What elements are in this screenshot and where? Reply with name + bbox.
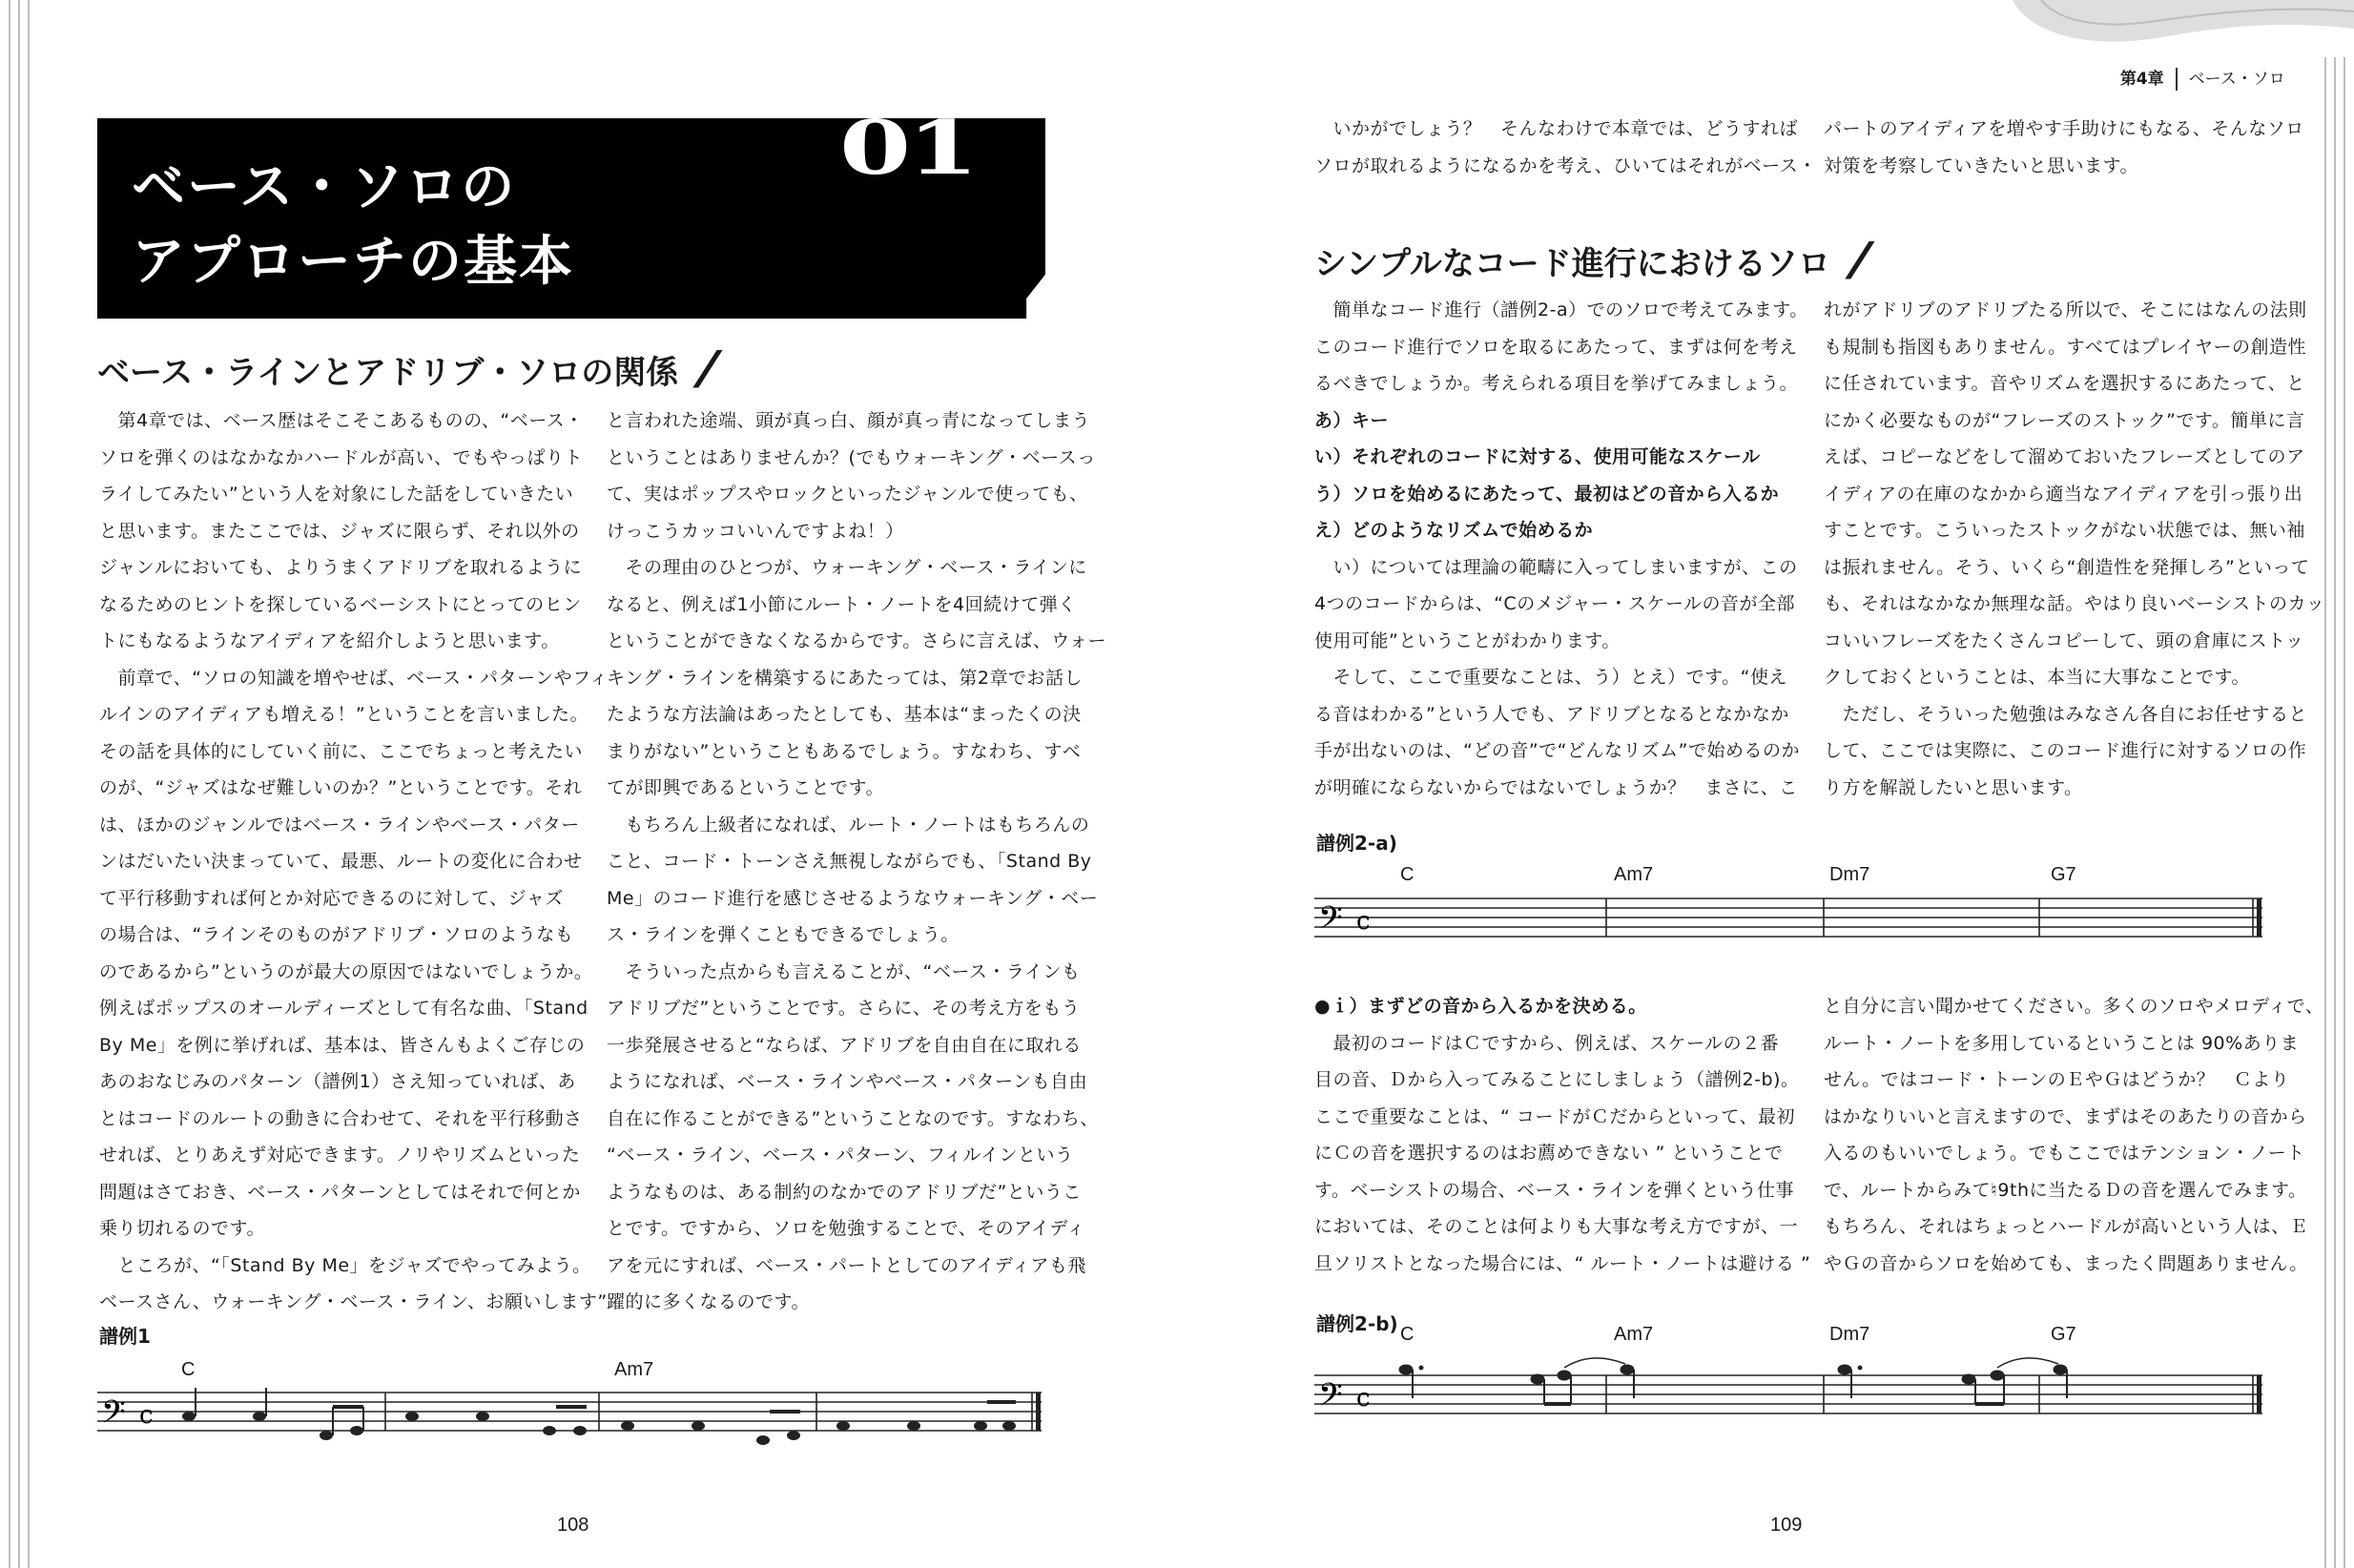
- text-line: もちろん上級者になれば、ルート・ノートはもちろんの: [607, 814, 1090, 836]
- text-line: ジャンルにおいても、よりうまくアドリブを取れるように: [99, 557, 583, 578]
- text-line: あのおなじみのパターン（譜例1）さえ知っていれば、あ: [99, 1071, 576, 1092]
- section-heading-2: [1314, 233, 1865, 286]
- page-number-right: 109: [1770, 1515, 1803, 1536]
- text-line: 旦ソリストとなった場合には、“ ルート・ノートは避ける ”: [1314, 1252, 1811, 1274]
- example-2a-chord: G7: [2051, 864, 2076, 885]
- text-line: ライしてみたい”という人を対象にした話をしていきたい: [99, 484, 574, 505]
- text-line: り方を解説したいと思います。: [1824, 776, 2083, 798]
- text-line: と思います。またここでは、ジャズに限らず、それ以外の: [99, 520, 580, 542]
- bass-clef-icon: 𝄢: [1318, 1377, 1343, 1421]
- text-line: Me」のコード進行を感じさせるようなウォーキング・ベー: [607, 887, 1099, 909]
- text-line: ●ｉ）まずどの音から入るかを決める。: [1314, 996, 1647, 1017]
- text-line: にＣの音を選択するのはお薦めできない ” ということで: [1314, 1143, 1784, 1164]
- text-line: このコード進行でソロを取るにあたって、まずは何を考え: [1314, 336, 1798, 358]
- text-line: 手が出ないのは、“どの音”で“どんなリズム”で始めるのか: [1314, 740, 1800, 761]
- bass-clef-icon: 𝄢: [101, 1394, 126, 1438]
- text-line: ここで重要なことは、“ コードがＣだからといって、最初: [1314, 1105, 1796, 1127]
- text-line: あ）キー: [1314, 409, 1390, 431]
- text-line: ようになれば、ベース・ラインやベース・パターンも自由: [607, 1071, 1088, 1092]
- section-heading-2-text: シンプルなコード進行におけるソロ: [1314, 245, 1831, 283]
- staff-example-2b: [1314, 1335, 2268, 1431]
- text-line: ところが、“「Stand By Me」をジャズでやってみよう。: [99, 1254, 591, 1276]
- text-line: ただし、そういった勉強はみなさん各自にお任せすると: [1824, 703, 2308, 725]
- text-line: 最初のコードはＣですから、例えば、スケールの２番: [1314, 1032, 1780, 1054]
- text-line: 4つのコードからは、“Cのメジャー・スケールの音が全部: [1314, 593, 1795, 614]
- example-2a-chord: C: [1400, 864, 1414, 885]
- common-time-icon: c: [1356, 907, 1371, 936]
- staff-example-2a: [1314, 877, 2268, 954]
- text-line: なると、例えば1小節にルート・ノートを4回続けて弾く: [607, 593, 1077, 615]
- text-line: 躍的に多くなるのです。: [607, 1291, 810, 1312]
- page-number-left: 108: [557, 1515, 589, 1536]
- text-line: たような方法論はあったとしても、基本は“まったくの決: [607, 704, 1082, 725]
- text-line: においては、そのことは何よりも大事な考え方ですが、一: [1314, 1216, 1799, 1237]
- staff-example-1: [97, 1373, 1051, 1450]
- text-line: 問題はさておき、ベース・パターンとしてはそれで何とか: [99, 1181, 581, 1203]
- text-line: 自在に作ることができる”ということなのです。すなわち、: [607, 1107, 1099, 1129]
- text-line: ベースさん、ウォーキング・ベース・ライン、お願いします”: [99, 1291, 608, 1312]
- text-line: と言われた途端、頭が真っ白、顔が真っ青になってしまう: [607, 410, 1091, 431]
- example-1-chord: Am7: [614, 1359, 654, 1380]
- text-line: クしておくということは、本当に大事なことです。: [1824, 667, 2250, 688]
- text-line: やＧの音からソロを始めても、まったく問題ありません。: [1824, 1252, 2308, 1274]
- section3-column-2: [1824, 988, 2323, 1282]
- example-2b-label: 譜例2-b): [1316, 1312, 1398, 1335]
- text-line: けっこうカッコいいんですよね！）: [607, 520, 904, 542]
- text-line: ようなものは、ある制約のなかでのアドリブだ”というこ: [607, 1181, 1082, 1203]
- left-column-2: [607, 402, 1106, 1321]
- text-line: で、ルートからみて♮9thに当たるＤの音を選んでみます。: [1824, 1179, 2307, 1201]
- text-line: 対策を考察していきたいと思います。: [1824, 155, 2138, 176]
- text-line: By Me」を例に挙げれば、基本は、皆さんもよくご存じの: [99, 1034, 586, 1056]
- text-line: とはコードのルートの動きに合わせて、それを平行移動さ: [99, 1107, 583, 1129]
- text-line: もちろん、それはちょっとハードルが高いという人は、Ｅ: [1824, 1216, 2309, 1237]
- common-time-icon: c: [139, 1401, 154, 1430]
- text-line: して、ここでは実際に、このコード進行に対するソロの作: [1824, 740, 2307, 761]
- text-line: と自分に言い聞かせてください。多くのソロやメロディで、: [1824, 996, 2324, 1017]
- text-line: す。ベーシストの場合、ベース・ラインを弾くという仕事: [1314, 1179, 1795, 1201]
- text-line: ソロが取れるようになるかを考え、ひいてはそれがベース・: [1314, 155, 1817, 176]
- text-line: い）については理論の範疇に入ってしまいますが、この: [1314, 556, 1798, 578]
- text-line: ということができなくなるからです。さらに言えば、ウォー: [607, 630, 1107, 651]
- text-line: 第4章では、ベース歴はそこそこあるものの、“ベース・: [99, 410, 584, 431]
- text-line: 例えばポップスのオールディーズとして有名な曲、「Stand: [99, 998, 588, 1019]
- text-line: その理由のひとつが、ウォーキング・ベース・ラインに: [607, 557, 1087, 578]
- text-line: にかく必要なものが“フレーズのストック”です。簡単に言: [1824, 409, 2305, 431]
- text-line: こと、コード・トーンさえ無視しながらでも、「Stand By: [607, 851, 1092, 872]
- text-line: が明確にならないからではないでしょうか？ まさに、こ: [1314, 776, 1798, 798]
- text-line: てが即興であるということです。: [607, 777, 884, 798]
- text-line: アドリブだ”ということです。さらに、その考え方をもう: [607, 998, 1081, 1019]
- text-line: とです。ですから、ソロを勉強することで、そのアイディ: [607, 1218, 1085, 1239]
- text-line: 前章で、“ソロの知識を増やせば、ベース・パターンやフィ: [99, 667, 609, 689]
- text-line: 入るのもいいでしょう。でもここではテンション・ノート: [1824, 1143, 2305, 1164]
- double-slash-icon: //: [691, 341, 712, 395]
- bass-clef-icon: 𝄢: [1318, 900, 1343, 944]
- example-2b-chord: C: [1400, 1324, 1414, 1345]
- text-line: 使用可能”ということがわかります。: [1314, 629, 1621, 651]
- text-line: のであるから”というのが最大の原因ではないでしょうか。: [99, 960, 593, 982]
- text-line: アを元にすれば、ベース・パートとしてのアイディアも飛: [607, 1254, 1086, 1276]
- example-2b-chord: Dm7: [1829, 1324, 1870, 1345]
- text-line: その話を具体的にしていく前に、ここでちょっと考えたい: [99, 740, 584, 762]
- text-line: そういった点からも言えることが、“ベース・ラインも: [607, 960, 1081, 982]
- text-line: に任されています。音やリズムを選択するにあたって、と: [1824, 373, 2305, 394]
- section2-column-1: [1314, 292, 1808, 806]
- intro-column-2: [1824, 111, 2304, 184]
- example-2a-chord: Dm7: [1829, 864, 1870, 885]
- double-slash-icon: //: [1843, 233, 1865, 286]
- chapter-heading: [132, 151, 574, 299]
- text-line: る音はわかる”という人でも、アドリブとなるとなかなか: [1314, 703, 1789, 725]
- left-column-1: [99, 402, 609, 1321]
- example-2b-chord: G7: [2051, 1324, 2076, 1345]
- text-line: れがアドリブのアドリブたる所以で、そこにはなんの法則: [1824, 299, 2307, 320]
- text-line: 目の音、Ｄから入ってみることにしましょう（譜例2-b)。: [1314, 1069, 1800, 1090]
- text-line: う）ソロを始めるにあたって、最初はどの音から入るか: [1314, 483, 1780, 505]
- heading-line-1: ベース・ソロの: [132, 156, 517, 218]
- example-2a-label: 譜例2-a): [1316, 832, 1397, 855]
- text-line: トにもなるようなアイディアを紹介しようと思います。: [99, 630, 560, 651]
- text-line: ソロを弾くのはなかなかハードルが高い、でもやっぱりト: [99, 446, 584, 468]
- text-line: パートのアイディアを増やす手助けにもなる、そんなソロ: [1824, 118, 2304, 139]
- text-line: 一歩発展させると“ならば、アドリブを自由自在に取れる: [607, 1034, 1082, 1056]
- text-line: 乗り切れるのです。: [99, 1218, 265, 1239]
- example-1-chord: C: [181, 1359, 196, 1380]
- example-2a-chord: Am7: [1614, 864, 1654, 885]
- text-line: コいいフレーズをたくさんコピーして、頭の倉庫にストッ: [1824, 629, 2304, 651]
- text-line: て平行移動すれば何とか対応できるのに対して、ジャズ: [99, 887, 564, 909]
- text-line: そして、ここで重要なことは、う）とえ）です。“使え: [1314, 667, 1787, 688]
- chapter-title: ベース・ソロ: [2188, 70, 2285, 89]
- example-2b-chord: Am7: [1614, 1324, 1654, 1345]
- text-line: キング・ラインを構築するにあたっては、第2章でお話し: [607, 667, 1083, 689]
- text-line: も、それはなかなか無理な話。やはり良いベーシストのカッ: [1824, 593, 2325, 614]
- chapter-label: 第4章: [2119, 70, 2164, 89]
- text-line: えば、コピーなどをして溜めておいたフレーズとしてのア: [1824, 446, 2305, 467]
- intro-column-1: [1314, 111, 1817, 184]
- text-line: も規制も指図もありません。すべてはプレイヤーの創造性: [1824, 336, 2307, 358]
- text-line: え）どのようなリズムで始めるか: [1314, 520, 1594, 541]
- text-line: ということはありませんか？(でもウォーキング・ベースっ: [607, 446, 1096, 468]
- text-line: せれば、とりあえず対応できます。ノリやリズムといった: [99, 1145, 581, 1166]
- section-heading-1: [97, 341, 712, 395]
- text-line: ンはだいたい決まっていて、最悪、ルートの変化に合わせ: [99, 851, 583, 872]
- text-line: “ベース・ライン、ベース・パターン、フィルインという: [607, 1145, 1074, 1166]
- text-line: るべきでしょうか。考えられる項目を挙げてみましょう。: [1314, 373, 1799, 394]
- section2-column-2: [1824, 292, 2324, 806]
- text-line: 簡単なコード進行（譜例2-a）でのソロで考えてみます。: [1314, 299, 1808, 320]
- text-line: まりがない”ということもあるでしょう。すなわち、すべ: [607, 740, 1082, 762]
- text-line: の場合は、“ラインそのものがアドリブ・ソロのようなも: [99, 924, 574, 945]
- text-line: い）それぞれのコードに対する、使用可能なスケール: [1314, 446, 1761, 467]
- section-heading-1-text: ベース・ラインとアドリブ・ソロの関係: [97, 354, 679, 392]
- text-line: イディアの在庫のなかから適当なアイディアを引っ張り出: [1824, 483, 2303, 505]
- text-line: はかなりいいと言えますので、まずはそのあたりの音から: [1824, 1105, 2307, 1127]
- text-line: ス・ラインを弾くこともできるでしょう。: [607, 924, 960, 945]
- text-line: のが、“ジャズはなぜ難しいのか？”ということです。それ: [99, 777, 583, 798]
- section3-column-1: [1314, 988, 1810, 1282]
- text-line: て、実はポップスやロックといったジャンルで使っても、: [607, 484, 1088, 505]
- text-line: せん。ではコード・トーンのＥやＧはどうか？ Ｃより: [1824, 1069, 2290, 1090]
- example-1-label: 譜例1: [99, 1325, 151, 1348]
- heading-line-2: アプローチの基本: [132, 231, 574, 293]
- running-header: [2110, 46, 2285, 91]
- section-number: 01: [839, 105, 976, 192]
- text-line: は、ほかのジャンルではベース・ラインやベース・パター: [99, 814, 580, 836]
- common-time-icon: c: [1356, 1384, 1371, 1413]
- text-line: すことです。こういったストックがない状態では、無い袖: [1824, 520, 2305, 541]
- text-line: ルート・ノートを多用しているということは 90%ありま: [1824, 1032, 2300, 1054]
- text-line: なるためのヒントを探しているベーシストにとってのヒン: [99, 593, 582, 615]
- text-line: ルインのアイディアも増える！”ということを言いました。: [99, 704, 589, 725]
- text-line: は振れません。そう、いくら“創造性を発揮しろ”といって: [1824, 556, 2310, 578]
- header-divider: [2176, 68, 2178, 91]
- text-line: いかがでしょう？ そんなわけで本章では、どうすれば: [1314, 118, 1799, 139]
